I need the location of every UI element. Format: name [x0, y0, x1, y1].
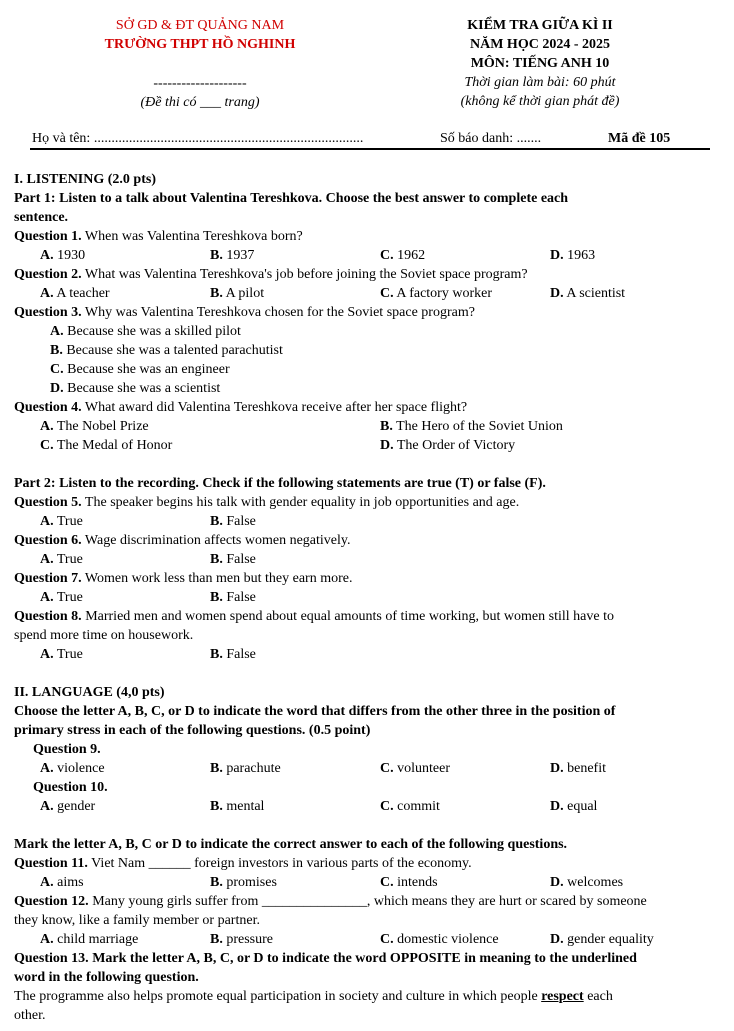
- option-d[interactable]: D. equal: [550, 799, 598, 814]
- question-11: Question 11. Viet Nam ______ foreign investors in various parts of the economy.: [14, 856, 472, 871]
- option-b[interactable]: B. mental: [210, 799, 265, 814]
- question-6-options: [14, 550, 724, 569]
- header-left: [60, 16, 340, 112]
- question-5: Question 5. The speaker begins his talk with gender equality in job opportunities and age.: [14, 495, 520, 510]
- option-false[interactable]: B. False: [210, 590, 256, 605]
- option-d[interactable]: D. The Order of Victory: [380, 438, 516, 453]
- question-4-options-row1: [14, 417, 724, 436]
- option-b[interactable]: B. promises: [210, 875, 277, 890]
- option-b[interactable]: B. parachute: [210, 761, 281, 776]
- question-2: Question 2. What was Valentina Tereshkova's job before joining the Soviet space program?: [14, 267, 528, 282]
- exam-title: KIỂM TRA GIỮA KÌ II: [467, 18, 613, 33]
- option-d[interactable]: D. gender equality: [550, 932, 654, 947]
- question-8-options: [14, 645, 724, 664]
- option-c[interactable]: C. The Medal of Honor: [40, 438, 173, 453]
- question-10-options: [14, 797, 724, 816]
- question-8-cont: spend more time on housework.: [14, 628, 194, 643]
- option-false[interactable]: B. False: [210, 647, 256, 662]
- mcq-instruction: Mark the letter A, B, C or D to indicate the correct answer to each of the following questions.: [14, 837, 568, 852]
- underlined-word: respect: [541, 989, 584, 1004]
- exam-content: [14, 170, 724, 1025]
- option-d[interactable]: D. benefit: [550, 761, 606, 776]
- option-a[interactable]: A. A teacher: [40, 286, 110, 301]
- option-false[interactable]: B. False: [210, 514, 256, 529]
- option-b[interactable]: B. A pilot: [210, 286, 265, 301]
- option-a[interactable]: A. aims: [40, 875, 84, 890]
- question-13-passage: The programme also helps promote equal participation in society and culture in which people respect each: [14, 989, 613, 1004]
- question-13-cont: word in the following question.: [14, 970, 199, 985]
- question-10: Question 10.: [33, 780, 108, 795]
- option-b[interactable]: B. Because she was a talented parachutist: [50, 343, 283, 358]
- part2-instruction: Part 2: Listen to the recording. Check if the following statements are true (T) or false (F).: [14, 476, 546, 491]
- question-8: Question 8. Married men and women spend about equal amounts of time working, but women still have to: [14, 609, 614, 624]
- option-d[interactable]: D. welcomes: [550, 875, 624, 890]
- id-label: Số báo danh: .......: [440, 131, 542, 146]
- name-label: Họ và tên: .............................................................................: [32, 131, 364, 146]
- question-13-passage-cont: other.: [14, 1008, 46, 1023]
- question-7: Question 7. Women work less than men but they earn more.: [14, 571, 353, 586]
- subject: MÔN: TIẾNG ANH 10: [470, 56, 610, 71]
- option-a[interactable]: A. The Nobel Prize: [40, 419, 149, 434]
- question-2-options: [14, 284, 724, 303]
- question-12-options: [14, 930, 724, 949]
- student-info-line: [30, 128, 710, 150]
- option-a[interactable]: A. 1930: [40, 248, 86, 263]
- option-d[interactable]: D. 1963: [550, 248, 596, 263]
- duration: Thời gian làm bài: 60 phút: [464, 75, 616, 90]
- option-d[interactable]: D. A scientist: [550, 286, 626, 301]
- question-9-options: [14, 759, 724, 778]
- option-c[interactable]: C. A factory worker: [380, 286, 492, 301]
- option-c[interactable]: C. domestic violence: [380, 932, 499, 947]
- question-6: Question 6. Wage discrimination affects women negatively.: [14, 533, 351, 548]
- option-c[interactable]: C. volunteer: [380, 761, 450, 776]
- part1-instruction-cont: sentence.: [14, 210, 69, 225]
- option-true[interactable]: A. True: [40, 514, 83, 529]
- option-true[interactable]: A. True: [40, 590, 83, 605]
- option-b[interactable]: B. 1937: [210, 248, 255, 263]
- question-1-options: [14, 246, 724, 265]
- school-name: TRƯỜNG THPT HỒ NGHINH: [104, 37, 296, 52]
- question-7-options: [14, 588, 724, 607]
- option-c[interactable]: C. Because she was an engineer: [50, 362, 230, 377]
- divider-dashes: --------------------: [153, 76, 247, 91]
- question-4: Question 4. What award did Valentina Tereshkova receive after her space flight?: [14, 400, 468, 415]
- question-12: Question 12. Many young girls suffer from _______________, which means they are hurt or scared by someone: [14, 894, 647, 909]
- school-year: NĂM HỌC 2024 - 2025: [470, 37, 610, 52]
- option-c[interactable]: C. commit: [380, 799, 440, 814]
- question-4-options-row2: [14, 436, 724, 455]
- option-true[interactable]: A. True: [40, 552, 83, 567]
- part1-instruction: Part 1: Listen to a talk about Valentina Tereshkova. Choose the best answer to complete each: [14, 191, 569, 206]
- option-a[interactable]: A. gender: [40, 799, 96, 814]
- option-a[interactable]: A. Because she was a skilled pilot: [50, 324, 241, 339]
- dept-name: SỞ GD & ĐT QUẢNG NAM: [115, 18, 285, 33]
- option-a[interactable]: A. child marriage: [40, 932, 139, 947]
- question-1: Question 1. When was Valentina Tereshkova born?: [14, 229, 303, 244]
- option-d[interactable]: D. Because she was a scientist: [50, 381, 221, 396]
- stress-instruction-cont: primary stress in each of the following questions. (0.5 point): [14, 723, 371, 738]
- option-b[interactable]: B. pressure: [210, 932, 273, 947]
- question-5-options: [14, 512, 724, 531]
- section-2-title: II. LANGUAGE (4,0 pts): [14, 685, 165, 700]
- section-1-title: I. LISTENING (2.0 pts): [14, 172, 156, 187]
- question-9: Question 9.: [33, 742, 101, 757]
- duration-note: (không kể thời gian phát đề): [460, 94, 620, 109]
- option-a[interactable]: A. violence: [40, 761, 105, 776]
- stress-instruction: Choose the letter A, B, C, or D to indicate the word that differs from the other three in the position of: [14, 704, 616, 719]
- answer-blank: _______________: [261, 894, 367, 909]
- option-false[interactable]: B. False: [210, 552, 256, 567]
- question-11-options: [14, 873, 724, 892]
- exam-code: Mã đề 105: [608, 131, 671, 146]
- answer-blank: ______: [148, 856, 191, 871]
- option-b[interactable]: B. The Hero of the Soviet Union: [380, 419, 563, 434]
- option-c[interactable]: C. 1962: [380, 248, 426, 263]
- option-c[interactable]: C. intends: [380, 875, 438, 890]
- question-3: Question 3. Why was Valentina Tereshkova chosen for the Soviet space program?: [14, 305, 475, 320]
- question-13: Question 13. Mark the letter A, B, C, or D to indicate the word OPPOSITE in meaning to the underlined: [14, 951, 637, 966]
- question-12-cont: they know, like a family member or partner.: [14, 913, 260, 928]
- option-true[interactable]: A. True: [40, 647, 83, 662]
- pages-note: (Đề thi có ___ trang): [140, 95, 260, 110]
- header-right: [410, 16, 670, 111]
